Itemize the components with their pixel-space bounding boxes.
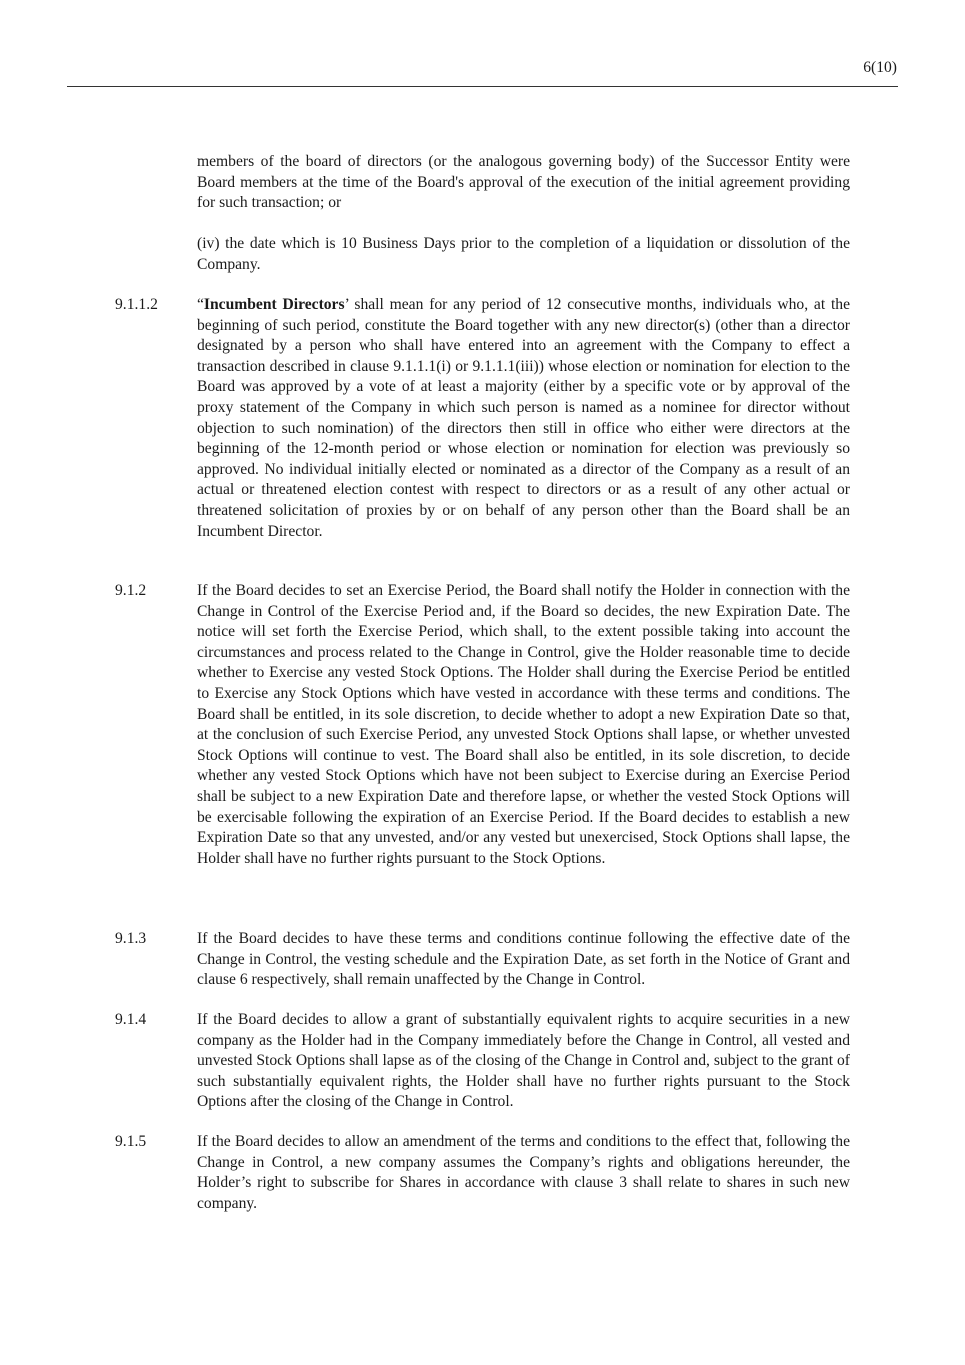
clause-number: 9.1.2 — [115, 582, 147, 599]
open-quote: “ — [197, 296, 204, 313]
header-divider — [67, 86, 898, 87]
page-number: 6(10) — [863, 59, 897, 76]
clause-9-1-1-2-text — [197, 295, 850, 542]
defined-term: Incumbent Directors — [203, 296, 345, 313]
clause-body: ’ shall mean for any period of 12 consecutive months, individuals who, at the beginning of such period, constitute the Board together with any new director(s) (other than a director designated by a person who shall have entered into an agreement with the Company to effect a transaction described in clause 9.1.1.1(i) or 9.1.1.1(iii)) whose election or nomination for election to the Board was approved by a vote of at least a majority (either by a specific vote or by approval of the proxy statement of the Company in which such person is named as a nominee for director without objection to such nomination) of the directors then still in office who either were directors at the beginning of the 12-month period or whose election or nomination for election was previously so approved. No individual initially elected or nominated as a director of the Company as a result of an actual or threatened election contest with respect to directors or as a result of any other actual or threatened solicitation of proxies by or on behalf of any person other than the Board shall be an Incumbent Director. — [197, 296, 850, 540]
clause-number: 9.1.5 — [115, 1133, 147, 1150]
clause-9-1-2-text: If the Board decides to set an Exercise Period, the Board shall notify the Holder in connection with the Change in Control of the Exercise Period and, if the Board so decides, the new Expiration Date. The notice will set forth the Exercise Period, which shall, to the extent possible taking into account the circumstances and process related to the Change in Control, give the Holder reasonable time to decide whether to Exercise any vested Stock Options. The Holder shall during the Exercise Period be entitled to Exercise any Stock Options which have vested in accordance with these terms and conditions. The Board shall be entitled, in its sole discretion, to decide whether to adopt a new Expiration Date so that, at the conclusion of such Exercise Period, any unvested Stock Options shall lapse, or whether unvested Stock Options will continue to vest. The Board shall also be entitled, in its sole discretion, to decide whether any vested Stock Options which have not been subject to Exercise during an Exercise Period shall be subject to a new Expiration Date and therefore lapse, or whether the vested Stock Options will be exercisable following the expiration of an Exercise Period. If the Board decides to establish a new Expiration Date so that any unvested, and/or any vested but unexercised, Stock Options shall lapse, the Holder shall have no further rights pursuant to the Stock Options. — [197, 582, 850, 867]
clause-9-1-4-text: If the Board decides to allow a grant of substantially equivalent rights to acquire securities in a new company as the Holder had in the Company immediately before the Change in Control, all vested and unvested Stock Options shall lapse as of the closing of the Change in Control and, subject to the grant of such substantially equivalent rights, the Holder shall have no further rights pursuant to the Stock Options after the closing of the Change in Control. — [197, 1011, 850, 1111]
continuation-paragraph: members of the board of directors (or the analogous governing body) of the Successor Entity were Board members at the time of the Board's approval of the execution of the initial agreement providing for such transaction; or — [197, 153, 850, 212]
item-iv-paragraph: (iv) the date which is 10 Business Days prior to the completion of a liquidation or dissolution of the Company. — [197, 235, 850, 273]
clause-9-1-5-text: If the Board decides to allow an amendment of the terms and conditions to the effect that, following the Change in Control, a new company assumes the Company’s rights and obligations hereunder, the Holder’s right to subscribe for Shares in accordance with clause 3 shall relate to shares in such new company. — [197, 1133, 850, 1212]
clause-number: 9.1.3 — [115, 930, 147, 947]
clause-number: 9.1.1.2 — [115, 296, 158, 313]
clause-number: 9.1.4 — [115, 1011, 147, 1028]
clause-9-1-3-text: If the Board decides to have these terms and conditions continue following the effective date of the Change in Control, the vesting schedule and the Expiration Date, as set forth in the Notice of Grant and clause 6 respectively, shall remain unaffected by the Change in Control. — [197, 930, 850, 989]
